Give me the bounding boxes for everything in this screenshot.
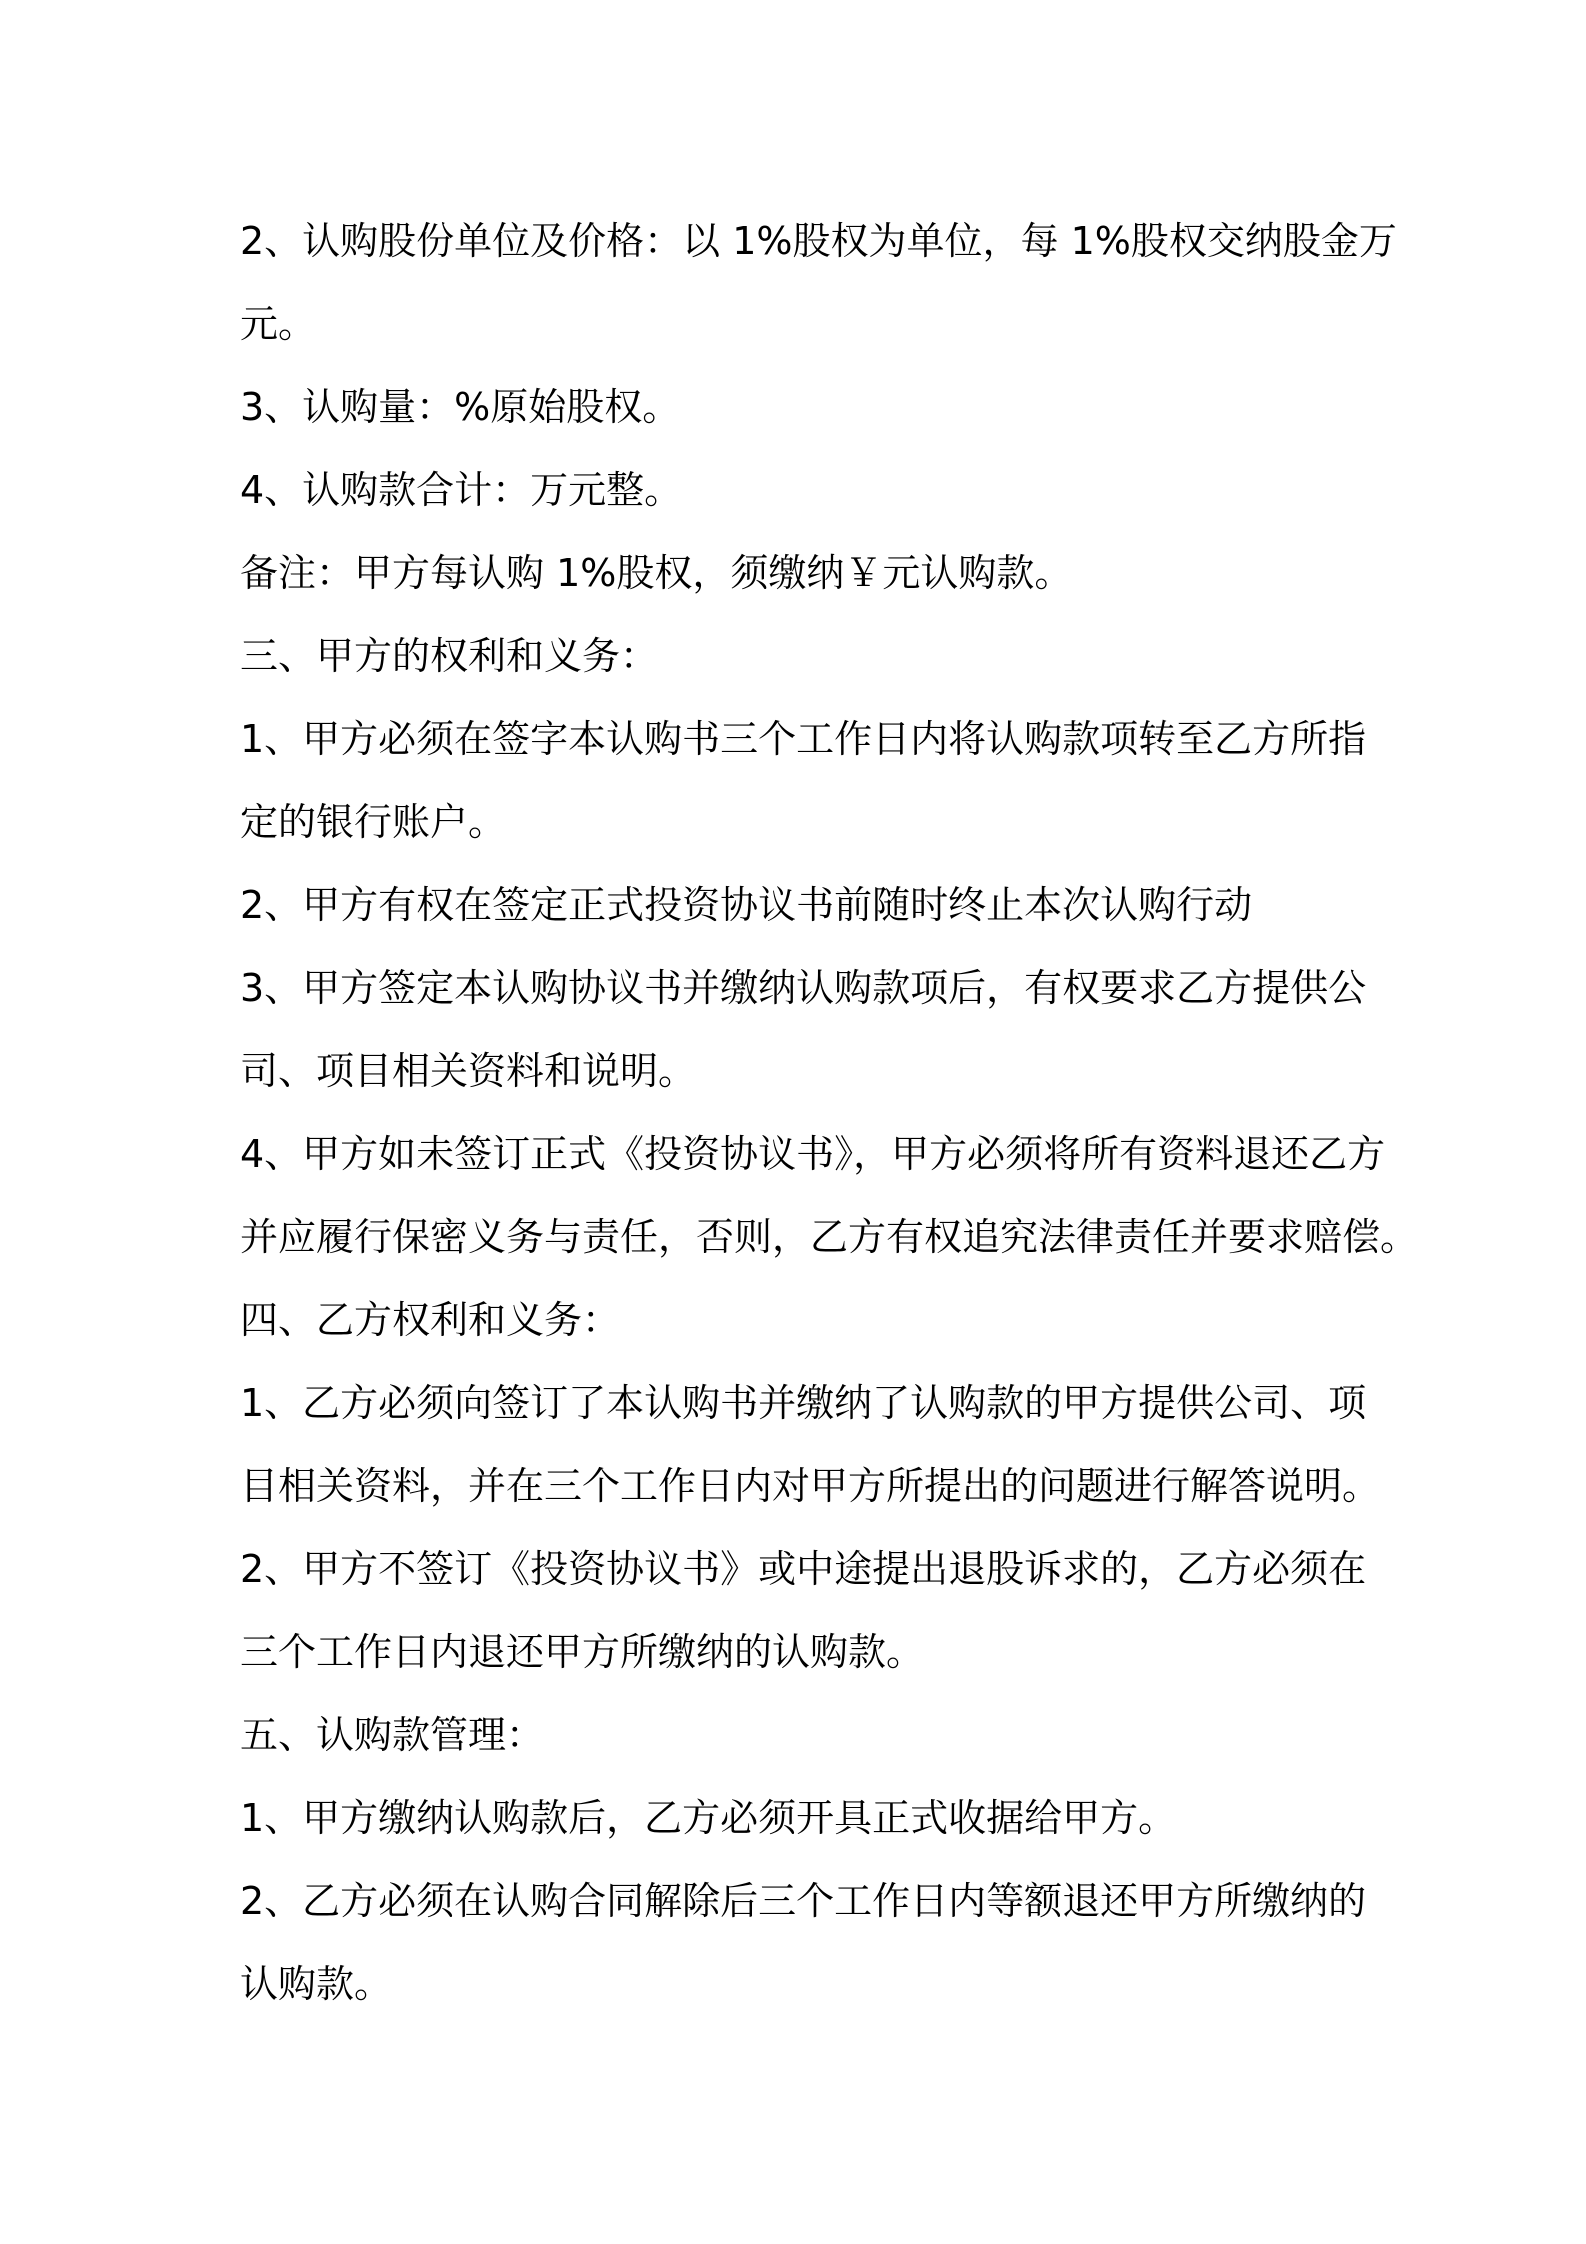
- section-heading: 三、甲方的权利和义务：: [240, 634, 659, 678]
- text-line: 4、甲方如未签订正式《投资协议书》，甲方必须将所有资料退还乙方: [240, 1132, 1386, 1176]
- text-line: 司、项目相关资料和说明。: [240, 1049, 697, 1093]
- document-body: [240, 200, 1419, 2026]
- text-line: 2、甲方不签订《投资协议书》或中途提出退股诉求的，乙方必须在: [240, 1547, 1367, 1591]
- text-line: 目相关资料，并在三个工作日内对甲方所提出的问题进行解答说明。: [240, 1464, 1381, 1508]
- text-line: 1、乙方必须向签订了本认购书并缴纳了认购款的甲方提供公司、项: [240, 1381, 1367, 1425]
- text-line: 3、认购量：%原始股权。: [240, 385, 681, 429]
- text-line: 三个工作日内退还甲方所缴纳的认购款。: [240, 1630, 925, 1674]
- text-line: 3、甲方签定本认购协议书并缴纳认购款项后，有权要求乙方提供公: [240, 966, 1367, 1010]
- text-line: 1、甲方必须在签字本认购书三个工作日内将认购款项转至乙方所指: [240, 717, 1367, 761]
- text-line: 2、甲方有权在签定正式投资协议书前随时终止本次认购行动: [240, 883, 1253, 927]
- text-line: 认购款。: [240, 1962, 393, 2006]
- section-heading: 五、认购款管理：: [240, 1713, 545, 1757]
- text-line: 并应履行保密义务与责任，否则，乙方有权追究法律责任并要求赔偿。: [240, 1215, 1419, 1259]
- text-line: 定的银行账户。: [240, 800, 507, 844]
- text-line: 元。: [240, 302, 317, 346]
- section-heading: 四、乙方权利和义务：: [240, 1298, 621, 1342]
- text-line: 1、甲方缴纳认购款后，乙方必须开具正式收据给甲方。: [240, 1796, 1177, 1840]
- text-line: 4、认购款合计：万元整。: [240, 468, 683, 512]
- text-line: 2、乙方必须在认购合同解除后三个工作日内等额退还甲方所缴纳的: [240, 1879, 1367, 1923]
- text-line: 2、认购股份单位及价格：以 1%股权为单位，每 1%股权交纳股金万: [240, 219, 1397, 263]
- note-line: 备注：甲方每认购 1%股权，须缴纳￥元认购款。: [240, 551, 1073, 595]
